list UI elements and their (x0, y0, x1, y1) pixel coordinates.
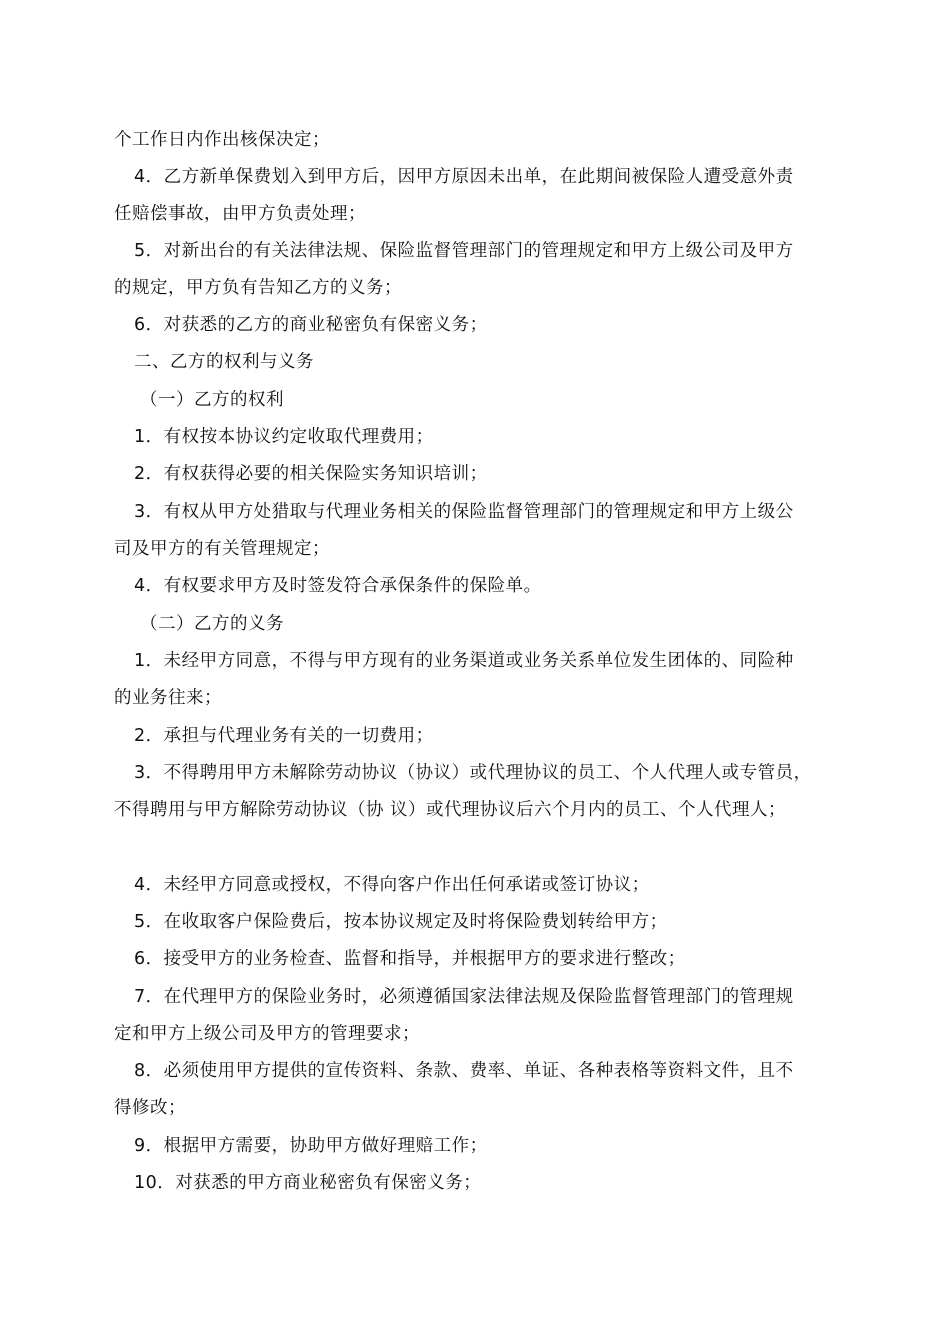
text-line: 不得聘用与甲方解除劳动协议（协 议）或代理协议后六个月内的员工、个人代理人； (114, 800, 787, 820)
subsection-heading: （二）乙方的义务 (140, 614, 284, 634)
text-line: 4．有权要求甲方及时签发符合承保条件的保险单。 (134, 576, 542, 596)
text-line: 2．有权获得必要的相关保险实务知识培训； (134, 464, 488, 484)
text-line: 3．有权从甲方处猎取与代理业务相关的保险监督管理部门的管理规定和甲方上级公 (134, 502, 794, 522)
text-line: 定和甲方上级公司及甲方的管理要求； (114, 1024, 420, 1044)
text-line: 5．在收取客户保险费后，按本协议规定及时将保险费划转给甲方； (134, 912, 668, 932)
text-line: 1．有权按本协议约定收取代理费用； (134, 427, 434, 447)
text-line: 任赔偿事故，由甲方负责处理； (114, 204, 366, 224)
text-line: 8．必须使用甲方提供的宣传资料、条款、费率、单证、各种表格等资料文件，且不 (134, 1061, 794, 1081)
text-line: 7．在代理甲方的保险业务时，必须遵循国家法律法规及保险监督管理部门的管理规 (134, 987, 794, 1007)
text-line: 的业务往来； (114, 688, 222, 708)
text-line: 6．接受甲方的业务检查、监督和指导，并根据甲方的要求进行整改； (134, 949, 686, 969)
text-line: 5．对新出台的有关法律法规、保险监督管理部门的管理规定和甲方上级公司及甲方 (134, 241, 794, 261)
text-line: 得修改； (114, 1098, 186, 1118)
text-line: 的规定，甲方负有告知乙方的义务； (114, 278, 402, 298)
text-line: 10．对获悉的甲方商业秘密负有保密义务； (134, 1173, 482, 1193)
text-line: 6．对获悉的乙方的商业秘密负有保密义务； (134, 315, 488, 335)
subsection-heading: （一）乙方的权利 (140, 390, 284, 410)
text-line: 个工作日内作出核保决定； (114, 130, 330, 150)
section-heading: 二、乙方的权利与义务 (134, 352, 314, 372)
text-line: 4．未经甲方同意或授权，不得向客户作出任何承诺或签订协议； (134, 875, 650, 895)
text-line: 司及甲方的有关管理规定； (114, 539, 330, 559)
text-line: 4．乙方新单保费划入到甲方后，因甲方原因未出单，在此期间被保险人遭受意外责 (134, 167, 794, 187)
text-line: 3．不得聘用甲方未解除劳动协议（协议）或代理协议的员工、个人代理人或专管员， (134, 763, 812, 783)
text-line: 2．承担与代理业务有关的一切费用； (134, 726, 434, 746)
text-line: 1．未经甲方同意，不得与甲方现有的业务渠道或业务关系单位发生团体的、同险种 (134, 651, 794, 671)
text-line: 9．根据甲方需要，协助甲方做好理赔工作； (134, 1136, 488, 1156)
